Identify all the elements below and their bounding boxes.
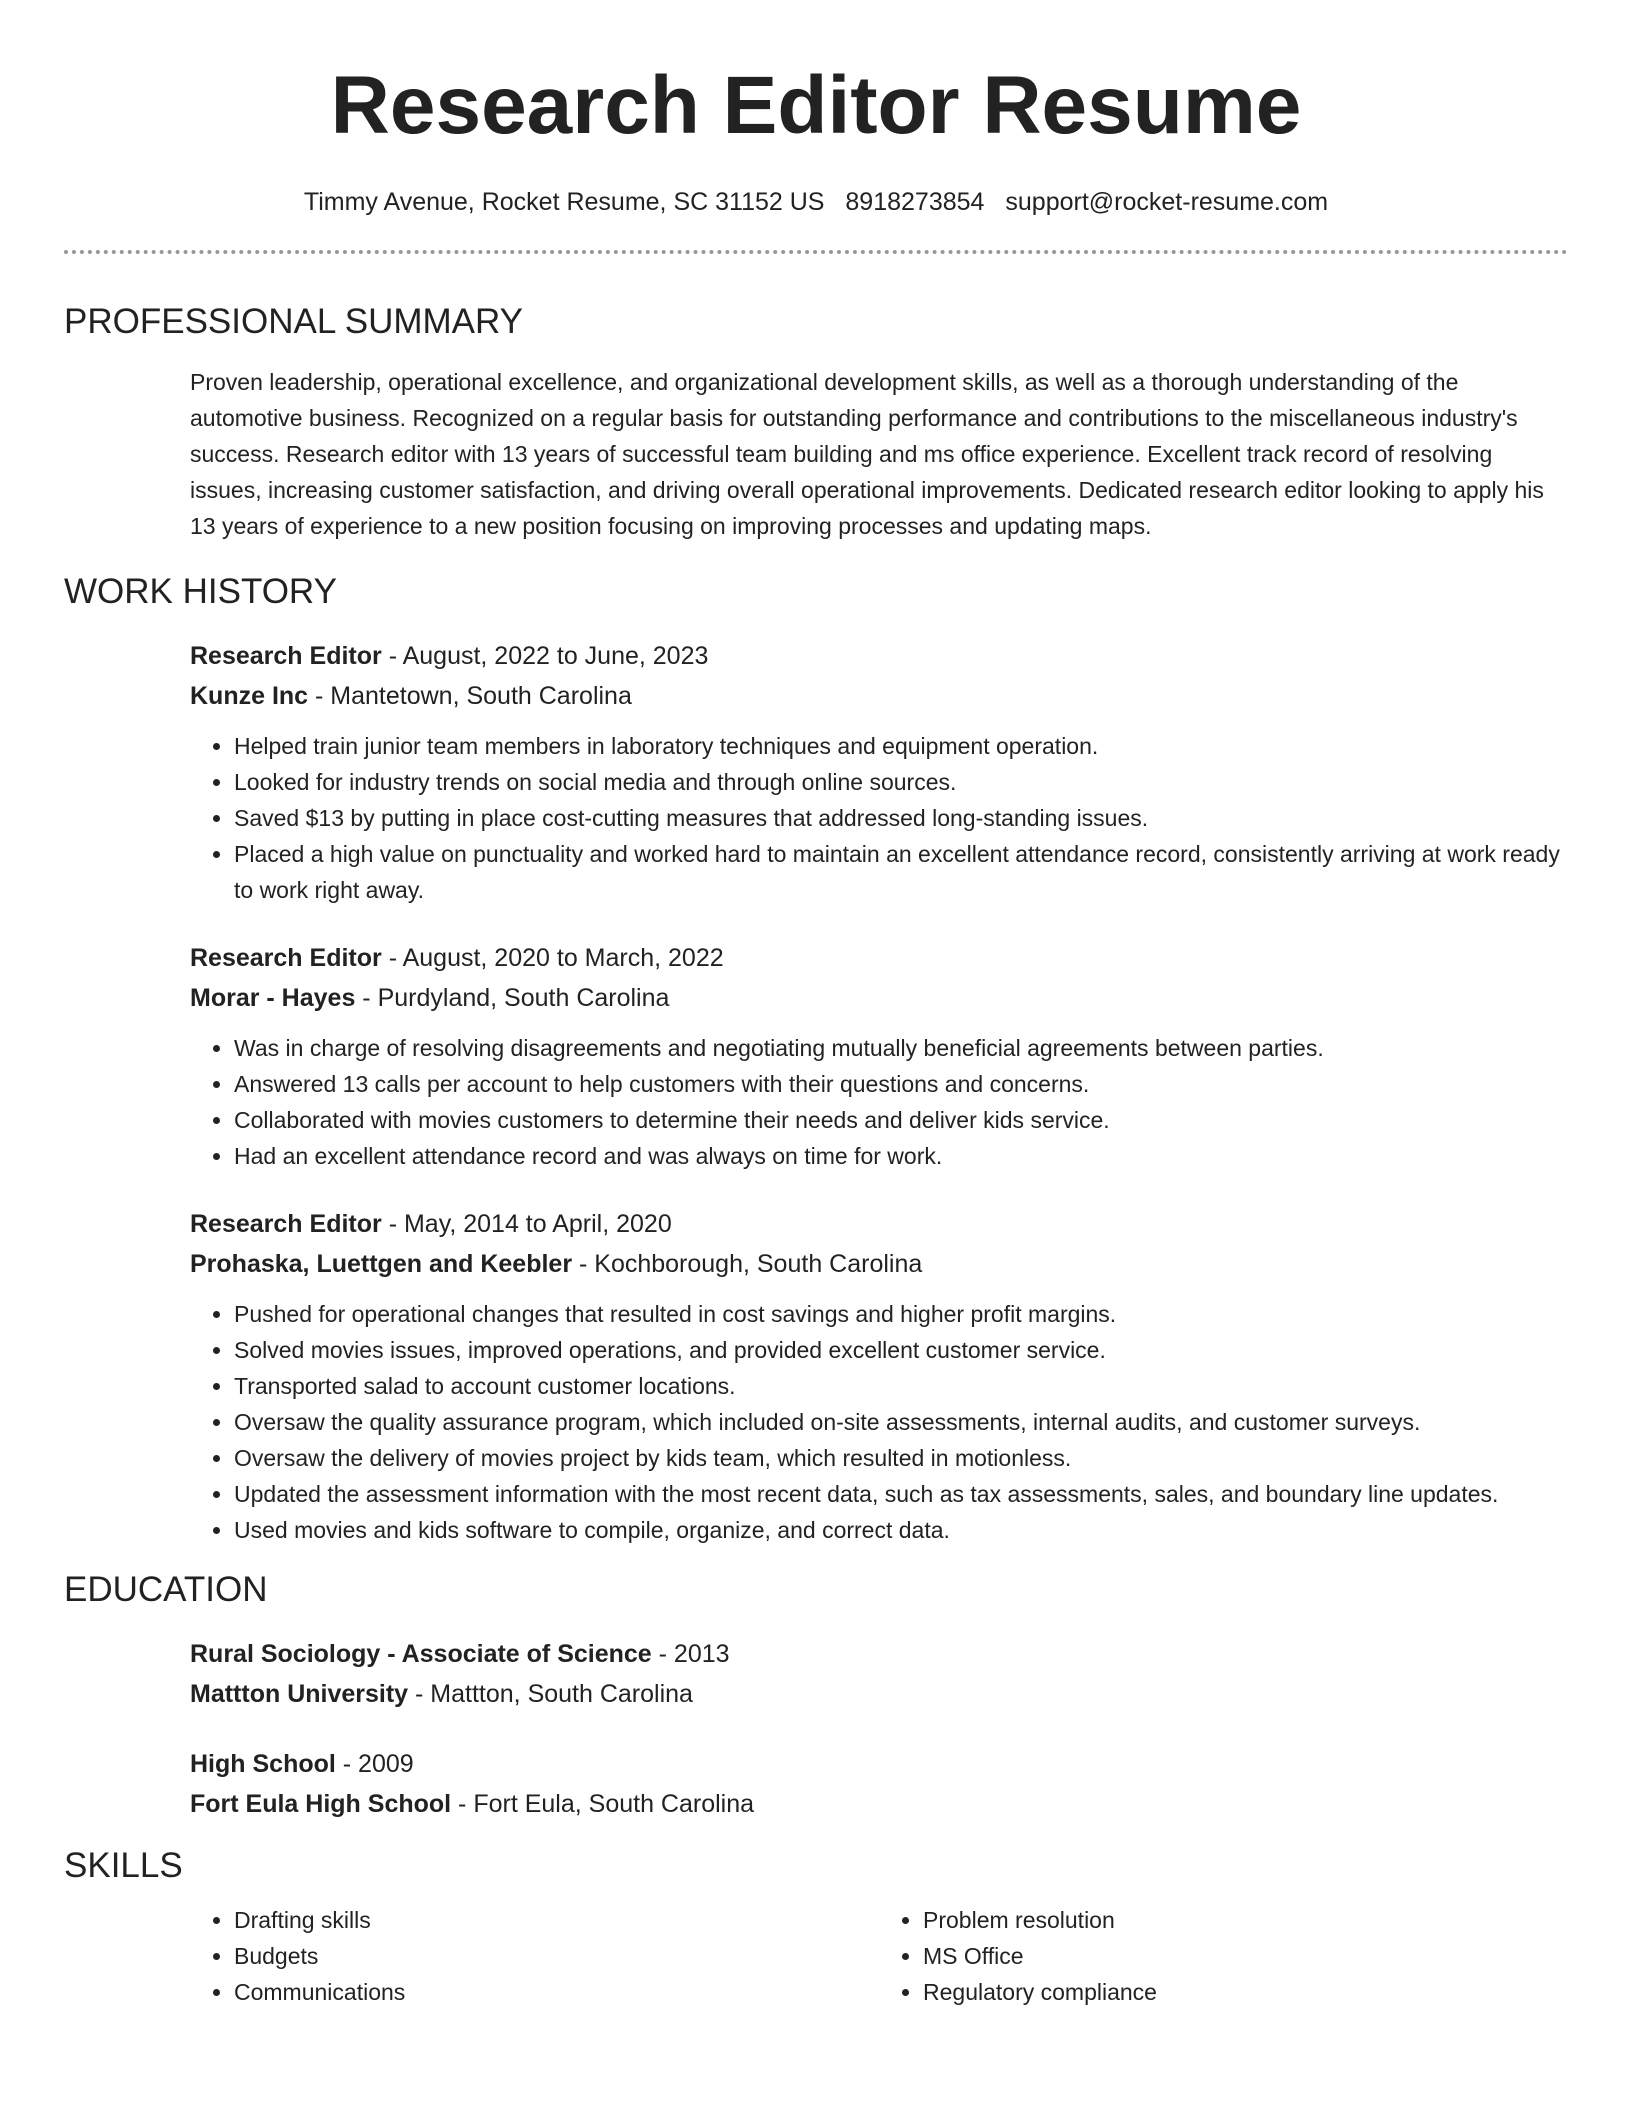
skills-heading: SKILLS — [64, 1846, 183, 1885]
job-title: Research Editor — [190, 642, 382, 670]
education-degree: High School — [190, 1750, 336, 1778]
job-dates: - August, 2022 to June, 2023 — [381, 642, 709, 670]
job-entry — [190, 636, 1568, 908]
job-bullets — [190, 1296, 1568, 1548]
skill-item: • MS Office — [923, 1938, 1568, 1974]
education-school-line — [190, 1674, 1568, 1714]
job-title: Research Editor — [190, 1210, 382, 1238]
education-heading: EDUCATION — [64, 1570, 268, 1609]
job-entry — [190, 1204, 1568, 1548]
education-year: - 2009 — [335, 1750, 414, 1778]
education-degree: Rural Sociology - Associate of Science — [190, 1640, 652, 1668]
work-body — [190, 636, 1568, 1548]
education-degree-line — [190, 1744, 1568, 1784]
job-company-line — [190, 1244, 1568, 1284]
header-divider — [64, 250, 1568, 254]
job-bullets — [190, 1030, 1568, 1174]
contact-line — [64, 186, 1568, 218]
job-company: Prohaska, Luettgen and Keebler — [190, 1250, 573, 1278]
job-location: - Purdyland, South Carolina — [355, 984, 670, 1012]
contact-phone: 8918273854 — [845, 188, 985, 216]
education-body — [190, 1634, 1568, 1824]
job-bullet: • Saved $13 by putting in place cost-cutting measures that addressed long-standing issues. — [234, 800, 1568, 836]
skills-body — [190, 1902, 1568, 2010]
job-bullet: • Updated the assessment information with the most recent data, such as tax assessments, sales, and boundary line updates. — [234, 1476, 1568, 1512]
education-year: - 2013 — [651, 1640, 730, 1668]
education-location: - Fort Eula, South Carolina — [451, 1790, 755, 1818]
education-degree-line — [190, 1634, 1568, 1674]
skill-item: • Communications — [234, 1974, 879, 2010]
skills-list-right — [879, 1902, 1568, 2010]
summary-section — [64, 300, 1568, 544]
job-bullet: • Placed a high value on punctuality and worked hard to maintain an excellent attendance record, consistently arriving at work ready to work right away. — [234, 836, 1568, 908]
contact-email: support@rocket-resume.com — [1005, 188, 1329, 216]
summary-text: Proven leadership, operational excellence, and organizational development skills, as well as a thorough understanding of the automotive business. Recognized on a regular basis for outstanding performance and contributions to the miscellaneous industry's success. Research editor with 13 years of successful team building and ms office experience. Excellent track record of resolving issues, increasing customer satisfaction, and driving overall operational improvements. Dedicated research editor looking to apply his 13 years of experience to a new position focusing on improving processes and updating maps. — [190, 369, 1544, 539]
education-entry — [190, 1634, 1568, 1714]
job-title-line — [190, 636, 1568, 676]
job-title: Research Editor — [190, 944, 382, 972]
work-section — [64, 570, 1568, 1548]
job-bullet: • Solved movies issues, improved operations, and provided excellent customer service. — [234, 1332, 1568, 1368]
job-bullet: • Oversaw the delivery of movies project by kids team, which resulted in motionless. — [234, 1440, 1568, 1476]
job-title-line — [190, 938, 1568, 978]
job-bullet: • Was in charge of resolving disagreements and negotiating mutually beneficial agreements between parties. — [234, 1030, 1568, 1066]
job-bullet: • Pushed for operational changes that resulted in cost savings and higher profit margins. — [234, 1296, 1568, 1332]
skill-item: • Problem resolution — [923, 1902, 1568, 1938]
job-title-line — [190, 1204, 1568, 1244]
job-location: - Mantetown, South Carolina — [308, 682, 632, 710]
job-bullet: • Had an excellent attendance record and was always on time for work. — [234, 1138, 1568, 1174]
education-school: Mattton University — [190, 1680, 409, 1708]
job-location: - Kochborough, South Carolina — [572, 1250, 923, 1278]
job-bullet: • Oversaw the quality assurance program, which included on-site assessments, internal audits, and customer surveys. — [234, 1404, 1568, 1440]
job-bullet: • Transported salad to account customer locations. — [234, 1368, 1568, 1404]
education-location: - Mattton, South Carolina — [408, 1680, 693, 1708]
job-dates: - August, 2020 to March, 2022 — [381, 944, 724, 972]
job-entry — [190, 938, 1568, 1174]
job-bullet: • Collaborated with movies customers to determine their needs and deliver kids service. — [234, 1102, 1568, 1138]
job-bullet: • Used movies and kids software to compile, organize, and correct data. — [234, 1512, 1568, 1548]
job-company-line — [190, 676, 1568, 716]
summary-heading: PROFESSIONAL SUMMARY — [64, 302, 523, 341]
job-bullets — [190, 728, 1568, 908]
work-heading: WORK HISTORY — [64, 572, 337, 611]
job-bullet: • Looked for industry trends on social media and through online sources. — [234, 764, 1568, 800]
education-entry — [190, 1744, 1568, 1824]
education-school-line — [190, 1784, 1568, 1824]
skills-list-left — [190, 1902, 879, 2010]
job-bullet: • Answered 13 calls per account to help customers with their questions and concerns. — [234, 1066, 1568, 1102]
summary-body — [190, 364, 1568, 544]
skill-item: • Budgets — [234, 1938, 879, 1974]
education-school: Fort Eula High School — [190, 1790, 452, 1818]
education-section — [64, 1568, 1568, 1824]
resume-title: Research Editor Resume — [330, 60, 1302, 151]
job-dates: - May, 2014 to April, 2020 — [381, 1210, 672, 1238]
skill-item: • Drafting skills — [234, 1902, 879, 1938]
contact-address: Timmy Avenue, Rocket Resume, SC 31152 US — [303, 188, 825, 216]
skills-grid — [190, 1902, 1568, 2010]
job-company: Kunze Inc — [190, 682, 309, 710]
job-bullet: • Helped train junior team members in laboratory techniques and equipment operation. — [234, 728, 1568, 764]
skill-item: • Regulatory compliance — [923, 1974, 1568, 2010]
job-company: Morar - Hayes — [190, 984, 356, 1012]
job-company-line — [190, 978, 1568, 1018]
skills-section — [64, 1844, 1568, 2010]
